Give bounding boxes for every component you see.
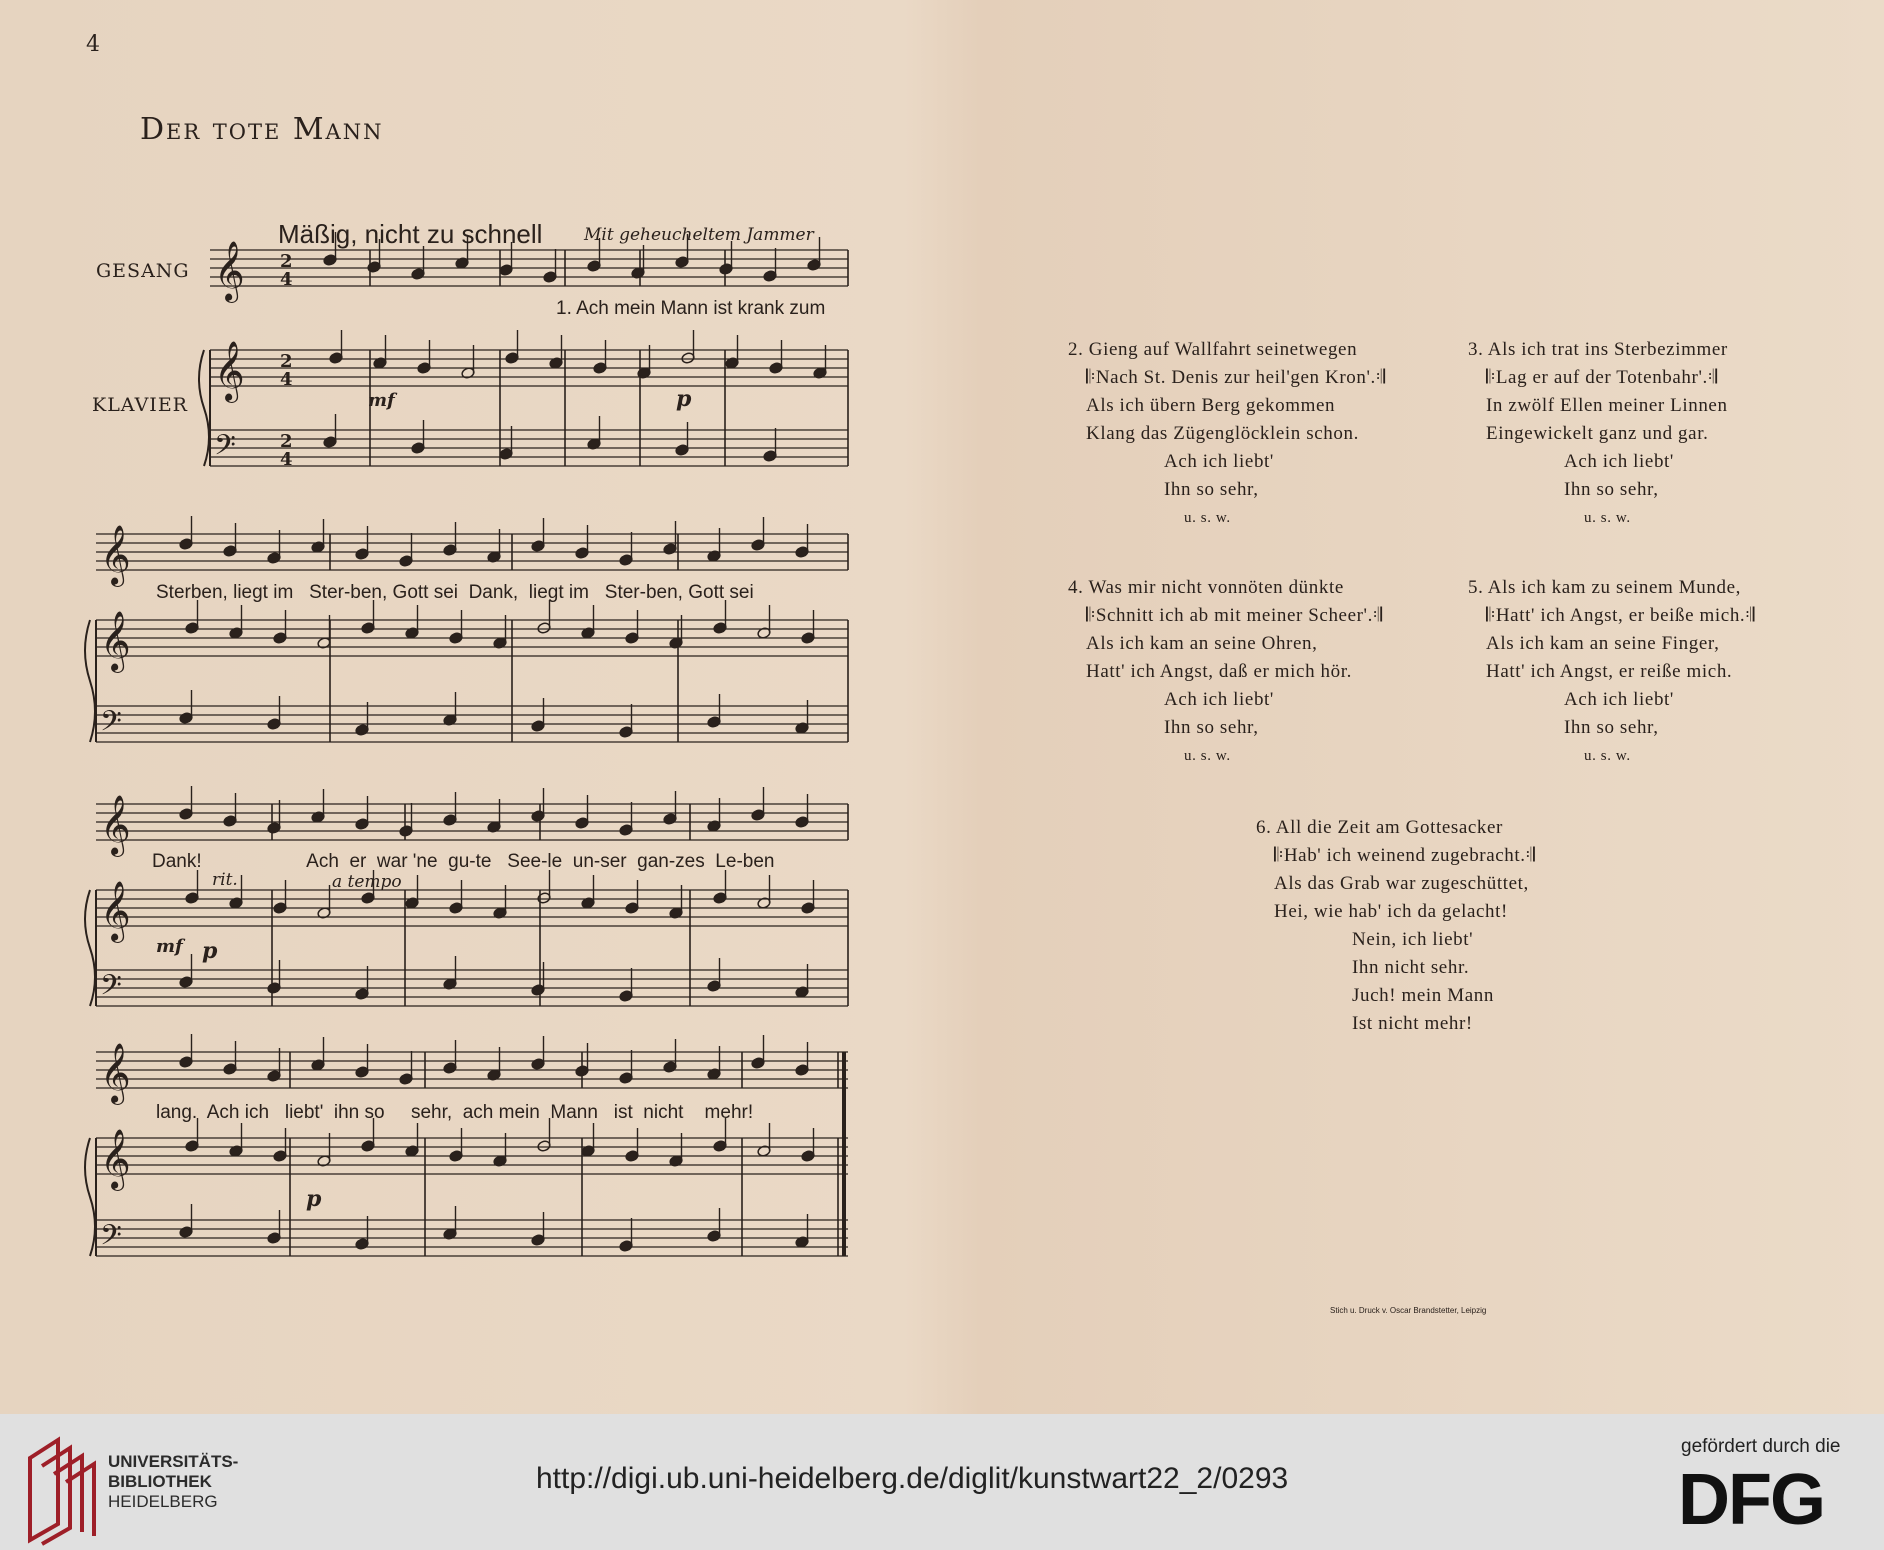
source-url[interactable]: http://digi.ub.uni-heidelberg.de/diglit/kunstwart22_2/0293 [536, 1462, 1289, 1495]
dynamic-p-1: p [676, 386, 692, 412]
time-signature: 4 [280, 449, 293, 470]
bass-clef-icon: 𝄢 [214, 429, 236, 469]
lyric-line-2: Sterben, liegt im Ster-ben, Gott sei Dank, liegt im Ster-ben, Gott sei [156, 582, 754, 603]
dynamic-mf-1: mf [368, 390, 395, 411]
treble-clef-icon: 𝄞 [214, 241, 245, 301]
bass-clef-icon: 𝄢 [100, 1219, 122, 1259]
treble-clef-icon: 𝄞 [214, 341, 245, 401]
time-signature: 2 [280, 431, 293, 452]
time-signature: 4 [280, 269, 293, 290]
stanza-3: 3. Als ich trat ins Sterbezimmer 𝄆Lag er auf der Totenbahr'.𝄇 In zwölf Ellen meiner Linnen Eingewickelt ganz und gar. Ach ich liebt' Ihn so sehr, u. s. w. [1468, 339, 1728, 526]
treble-clef-icon: 𝄞 [100, 881, 131, 941]
printer-credit: Stich u. Druck v. Oscar Brandstetter, Leipzig [1330, 1306, 1487, 1315]
treble-clef-icon: 𝄞 [100, 1129, 131, 1189]
piano-brace [199, 350, 209, 466]
lyric-line-1: 1. Ach mein Mann ist krank zum [556, 298, 826, 319]
stanza-6: 6. All die Zeit am Gottesacker 𝄆Hab' ich weinend zugebracht.𝄇 Als das Grab war zugeschüttet, Hei, wie hab' ich da gelacht! Nein, ich liebt' Ihn nicht sehr. Juch! mein Mann Ist nicht mehr! [1256, 817, 1536, 1034]
lyric-line-3: Dank! Ach er war 'ne gu-te See-le un-ser gan-zes Le-ben [152, 851, 775, 872]
rit-marking: rit. [212, 870, 238, 890]
stanza-4: 4. Was mir nicht vonnöten dünkte 𝄆Schnitt ich ab mit meiner Scheer'.𝄇 Als ich kam an seine Ohren, Hatt' ich Angst, daß er mich hör. Ach ich liebt' Ihn so sehr, u. s. w. [1068, 577, 1383, 764]
piano-brace [85, 890, 95, 1006]
a-tempo-marking: a tempo [332, 872, 402, 892]
library-name: UNIVERSITÄTS- BIBLIOTHEK HEIDELBERG [108, 1452, 239, 1511]
song-title: Der tote Mann [140, 112, 384, 147]
dynamic-mf-2: mf [156, 936, 183, 957]
time-signature: 2 [280, 351, 293, 372]
tempo-marking: Mäßig, nicht zu schnell [278, 219, 543, 249]
klavier-label: KLAVIER [92, 394, 188, 416]
dynamic-p-2: p [202, 938, 218, 964]
time-signature: 4 [280, 369, 293, 390]
library-logo-icon [18, 1428, 108, 1548]
stanza-5: 5. Als ich kam zu seinem Munde, 𝄆Hatt' ich Angst, er beiße mich.𝄇 Als ich kam an seine Finger, Hatt' ich Angst, er reiße mich. Ach ich liebt' Ihn so sehr, u. s. w. [1468, 577, 1756, 764]
treble-clef-icon: 𝄞 [100, 611, 131, 671]
treble-clef-icon: 𝄞 [100, 525, 131, 585]
stanza-2: 2. Gieng auf Wallfahrt seinetwegen 𝄆Nach St. Denis zur heil'gen Kron'.𝄇 Als ich übern Berg gekommen Klang das Zügenglöcklein schon. Ach ich liebt' Ihn so sehr, u. s. w. [1068, 339, 1386, 526]
piano-brace [85, 1138, 95, 1256]
page-number: 4 [86, 32, 100, 57]
bass-clef-icon: 𝄢 [100, 705, 122, 745]
treble-clef-icon: 𝄞 [100, 795, 131, 855]
dynamic-p-3: p [306, 1186, 322, 1212]
gesang-label: GESANG [96, 260, 190, 282]
piano-brace [85, 620, 95, 742]
time-signature: 2 [280, 251, 293, 272]
funding-note: gefördert durch die [1681, 1436, 1841, 1457]
expression-marking: Mit geheucheltem Jammer [584, 225, 814, 245]
dfg-logo: DFG [1678, 1460, 1824, 1540]
treble-clef-icon: 𝄞 [100, 1043, 131, 1103]
bass-clef-icon: 𝄢 [100, 969, 122, 1009]
footer-bar [0, 1414, 1884, 1550]
lyric-line-4: lang. Ach ich liebt' ihn so sehr, ach mein Mann ist nicht mehr! [156, 1102, 754, 1123]
